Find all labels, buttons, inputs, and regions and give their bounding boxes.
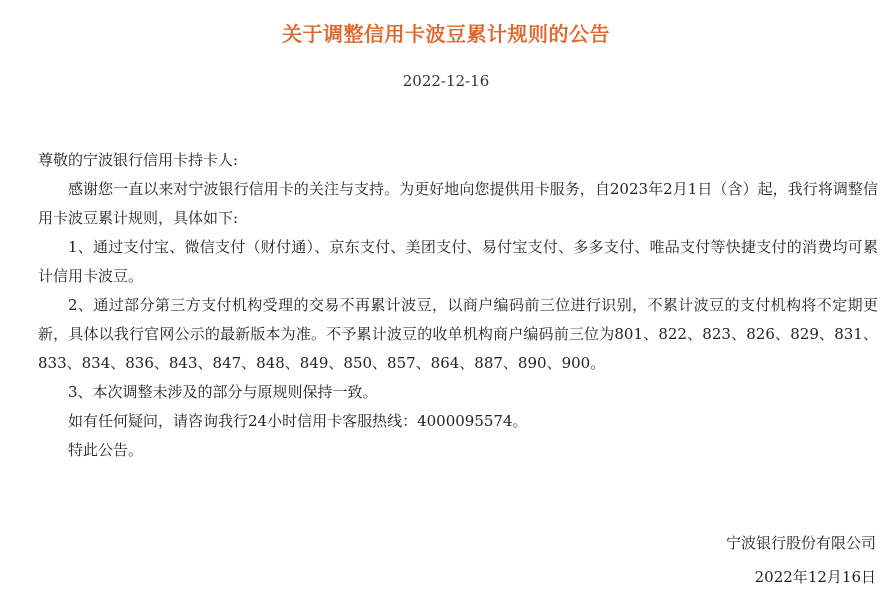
- paragraph-intro: 感谢您一直以来对宁波银行信用卡的关注与支持。为更好地向您提供用卡服务，自2023年2月1日（含）起，我行将调整信用卡波豆累计规则，具体如下:: [38, 180, 878, 227]
- paragraph-hotline: 如有任何疑问，请咨询我行24小时信用卡客服热线：4000095574。: [68, 412, 528, 430]
- publish-date: 2022-12-16: [402, 72, 490, 90]
- paragraph-closing: 特此公告。: [68, 441, 144, 459]
- paragraph-rule-1: 1、通过支付宝、微信支付（财付通）、京东支付、美团支付、易付宝支付、多多支付、唯品支付等快捷支付的消费均可累计信用卡波豆。: [38, 238, 878, 285]
- signature-organization: 宁波银行股份有限公司: [725, 534, 876, 552]
- paragraph-rule-2: 2、通过部分第三方支付机构受理的交易不再累计波豆，以商户编码前三位进行识别，不累计波豆的支付机构将不定期更新，具体以我行官网公示的最新版本为准。不予累计波豆的收单机构商户编码前三位为801、822、823、826、829、831、833、834、836、843、847、848、849、850、857、864、887、890、900。: [38, 296, 878, 372]
- salutation: 尊敬的宁波银行信用卡持卡人:: [38, 151, 239, 169]
- paragraph-rule-3: 3、本次调整未涉及的部分与原规则保持一致。: [68, 383, 378, 401]
- notice-body: [38, 146, 878, 465]
- notice-title: 关于调整信用卡波豆累计规则的公告: [282, 22, 610, 46]
- signature-date: 2022年12月16日: [754, 568, 876, 586]
